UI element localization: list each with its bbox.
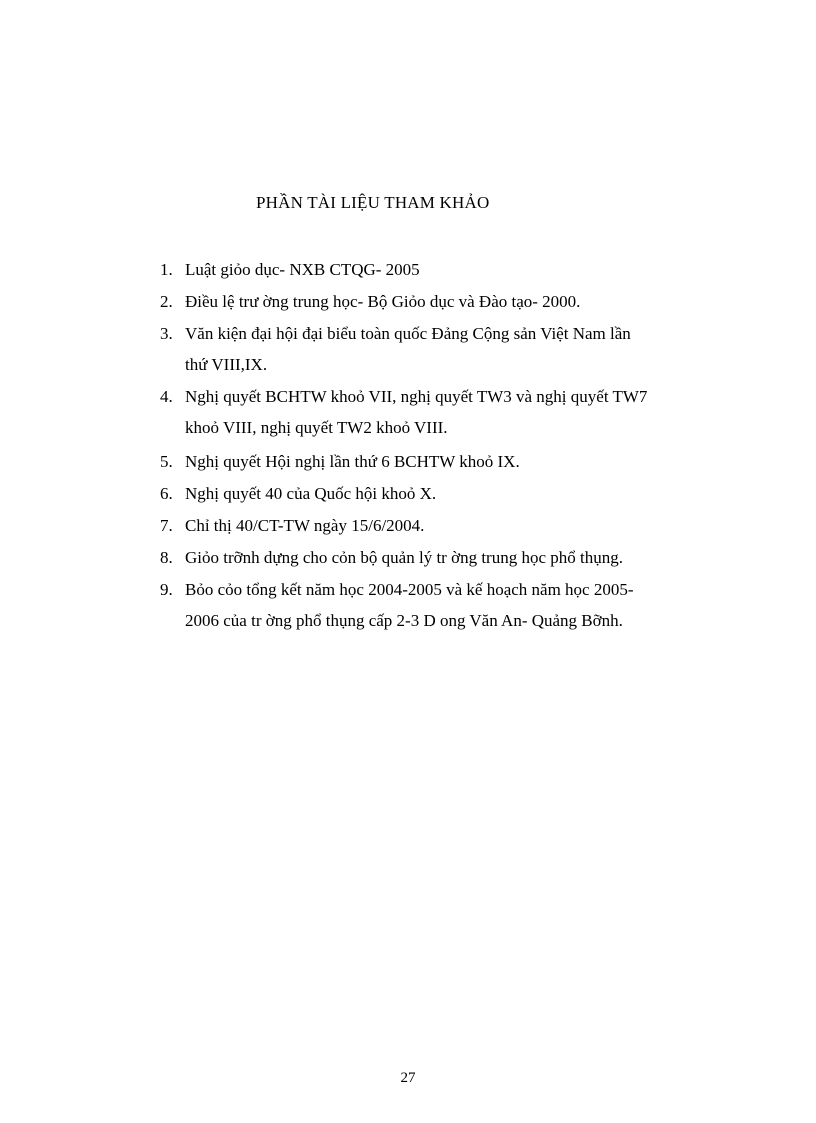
reference-text: Nghị quyết BCHTW khoỏ VII, nghị quyết TW3 và nghị quyết TW7 khoỏ VIII, nghị quyết TW2 khoỏ VIII. <box>185 387 648 437</box>
reference-number: 5. <box>160 452 173 471</box>
reference-number: 7. <box>160 516 173 535</box>
reference-text: Nghị quyết 40 của Quốc hội khoỏ X. <box>185 484 437 503</box>
section-title: PHẦN TÀI LIỆU THAM KHẢO <box>256 193 490 212</box>
reference-number: 2. <box>160 292 173 311</box>
page-number: 27 <box>400 1070 416 1086</box>
reference-text: Điều lệ trư ờng trung học- Bộ Giỏo dục và Đào tạo- 2000. <box>185 292 581 311</box>
reference-number: 1. <box>160 260 173 279</box>
reference-text: Nghị quyết Hội nghị lần thứ 6 BCHTW khoỏ IX. <box>185 452 520 471</box>
reference-text: Chỉ thị 40/CT-TW ngày 15/6/2004. <box>185 516 425 535</box>
reference-text: Bỏo cỏo tổng kết năm học 2004-2005 và kế hoạch năm học 2005- 2006 của tr ờng phổ thụng cấp 2-3 D ong Văn An- Quảng Bỡnh. <box>185 580 634 630</box>
reference-number: 8. <box>160 548 173 567</box>
reference-number: 9. <box>160 580 173 599</box>
reference-number: 3. <box>160 324 173 343</box>
reference-text: Văn kiện đại hội đại biểu toàn quốc Đảng Cộng sản Việt Nam lần thứ VIII,IX. <box>185 324 631 374</box>
reference-text: Luật giỏo dục- NXB CTQG- 2005 <box>185 260 420 279</box>
reference-number: 6. <box>160 484 173 503</box>
reference-number: 4. <box>160 387 173 406</box>
reference-text: Giỏo trỡnh dựng cho cỏn bộ quản lý tr ờng trung học phổ thụng. <box>185 548 623 567</box>
